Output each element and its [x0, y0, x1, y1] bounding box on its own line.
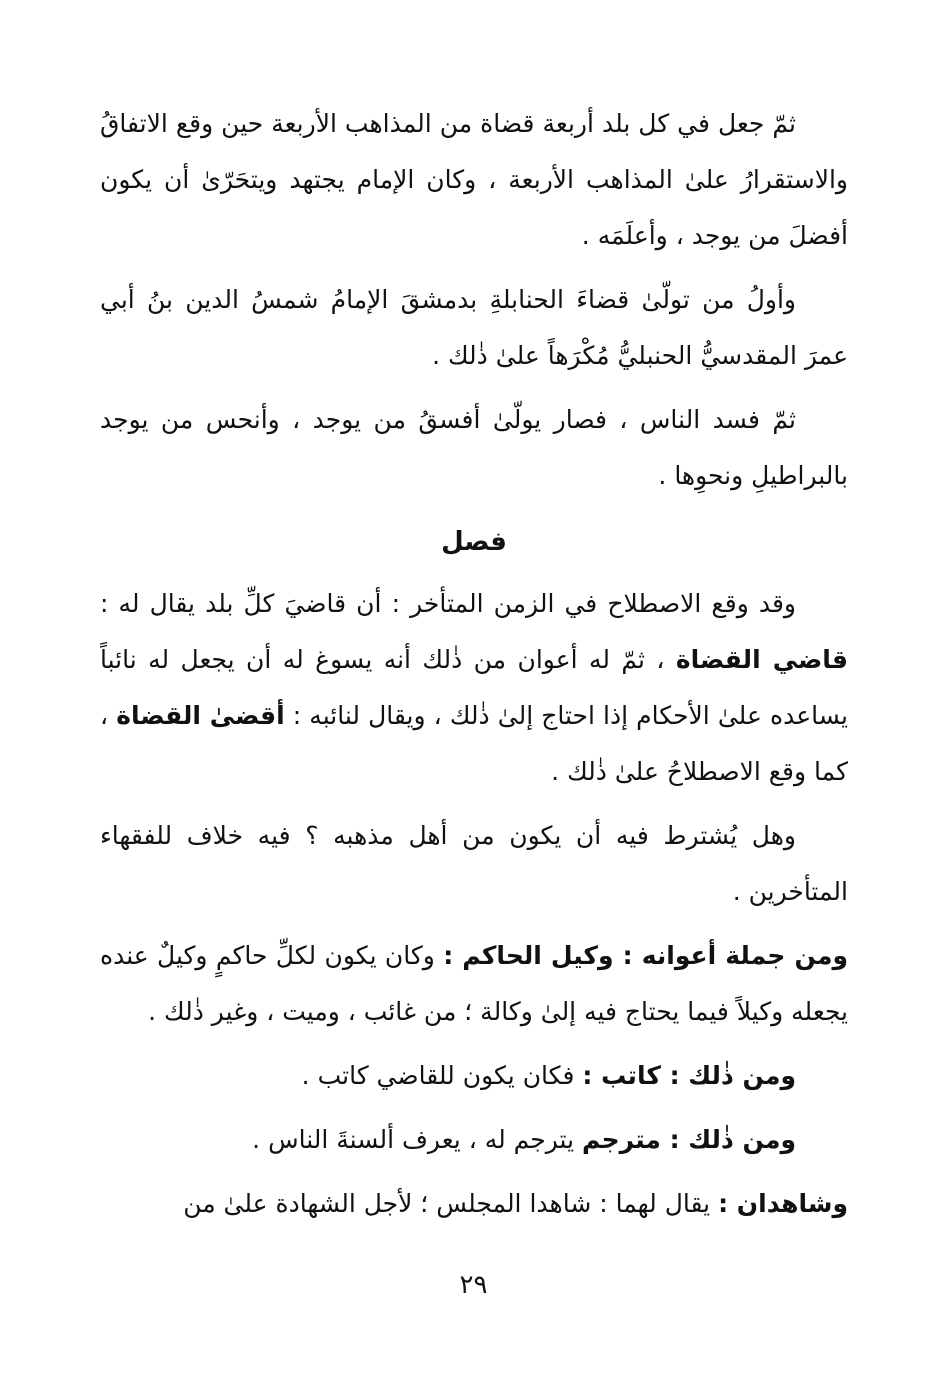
page-number: ٢٩ [459, 1270, 488, 1300]
paragraph-translator [100, 1112, 848, 1168]
paragraph-chief-judge [100, 576, 848, 800]
section-heading: فصل [441, 527, 507, 557]
judge-agent-term: ومن جملة أعوانه : وكيل الحاكم : [443, 941, 849, 970]
chief-judge-term: قاضي القضاة [675, 645, 849, 674]
translator-term: ومن ذٰلك : مترجم [582, 1125, 796, 1154]
judge-agent-text: وكان يكون لكلِّ حاكمٍ وكيلٌ عنده يجعله وكيلاً فيما يحتاج فيه إلىٰ وكالة ؛ من غائب ، وميت ، وغير ذٰلك . [100, 941, 848, 1026]
scribe-text: فكان يكون للقاضي كاتب . [301, 1061, 575, 1090]
paragraph-judges-four: ثمّ جعل في كل بلد أربعة قضاة من المذاهب الأربعة حين وقع الاتفاقُ والاستقرارُ علىٰ المذاهب الأربعة ، وكان الإمام يجتهد ويتحَرّىٰ أن يكون أفضلَ من يوجد ، وأعلَمَه . [100, 109, 848, 250]
page-body [100, 96, 848, 1240]
paragraph-corruption: ثمّ فسد الناس ، فصار يولّىٰ أفسقُ من يوجد ، وأنحس من يوجد بالبراطيلِ ونحوِها . [100, 405, 848, 490]
translator-text: يترجم له ، يعرف ألسنةَ الناس . [252, 1125, 575, 1154]
witnesses-term: وشاهدان : [718, 1189, 848, 1218]
paragraph-witnesses [100, 1176, 848, 1232]
paragraph-madhhab-condition: وهل يُشترط فيه أن يكون من أهل مذهبه ؟ فيه خلاف للفقهاء المتأخرين . [100, 821, 848, 906]
deputy-judge-term: أقضىٰ القضاة [116, 701, 285, 730]
paragraph-first-hanbali-judge: وأولُ من تولّىٰ قضاءَ الحنابلةِ بدمشقَ الإمامُ شمسُ الدين بنُ أبي عمرَ المقدسيُّ الحنبليُّ مُكْرَهاً علىٰ ذٰلك . [100, 285, 848, 370]
witnesses-text: يقال لهما : شاهدا المجلس ؛ لأجل الشهادة علىٰ من [183, 1189, 711, 1218]
paragraph-scribe [100, 1048, 848, 1104]
chief-judge-intro: وقد وقع الاصطلاح في الزمن المتأخر : أن قاضيَ كلِّ بلد يقال له : [100, 589, 796, 618]
chief-judge-mid: ، ثمّ له أعوان من ذٰلك أنه يسوغ له أن يجعل له نائباً يساعده علىٰ الأحكام إذا احتاج إلىٰ ذٰلك ، ويقال لنائبه : [100, 645, 848, 730]
scribe-term: ومن ذٰلك : كاتب : [582, 1061, 796, 1090]
paragraph-judge-agent [100, 928, 848, 1040]
chief-judge-end: ، كما وقع الاصطلاحُ علىٰ ذٰلك . [100, 701, 848, 786]
